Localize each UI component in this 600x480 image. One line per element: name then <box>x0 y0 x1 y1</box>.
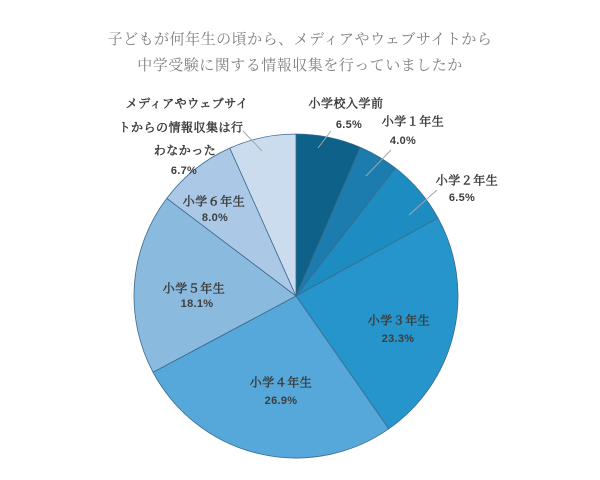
slice-percent-4: 23.3% <box>381 333 415 345</box>
chart-title-line2: 中学受験に関する情報収集を行っていましたか <box>137 57 463 74</box>
slice-label-8-line3: わなかった <box>153 143 217 158</box>
slice-label-8-line1: メディアやウェブサイ <box>125 96 249 111</box>
slice-percent-8: 6.7% <box>170 165 198 177</box>
slice-percent-1: 6.5% <box>335 119 363 131</box>
slice-label-3-line1: 小学２年生 <box>435 173 499 188</box>
slice-label-6-line1: 小学５年生 <box>162 281 226 296</box>
slice-label-5-line1: 小学４年生 <box>249 375 313 390</box>
slice-percent-2: 4.0% <box>389 135 417 147</box>
slice-label-7-line1: 小学６年生 <box>182 194 246 209</box>
slice-percent-3: 6.5% <box>448 192 476 204</box>
slice-label-8-line2: トからの情報収集は行 <box>118 120 244 135</box>
slice-percent-6: 18.1% <box>180 298 214 310</box>
slice-label-4-line1: 小学３年生 <box>367 313 431 328</box>
slice-label-2-line1: 小学１年生 <box>381 114 445 129</box>
slice-percent-5: 26.9% <box>264 395 298 407</box>
chart-title-line1: 子どもが何年生の頃から、メディアやウェブサイトから <box>107 31 493 48</box>
slice-label-1-line1: 小学校入学前 <box>308 96 384 111</box>
slice-percent-7: 8.0% <box>201 212 229 224</box>
